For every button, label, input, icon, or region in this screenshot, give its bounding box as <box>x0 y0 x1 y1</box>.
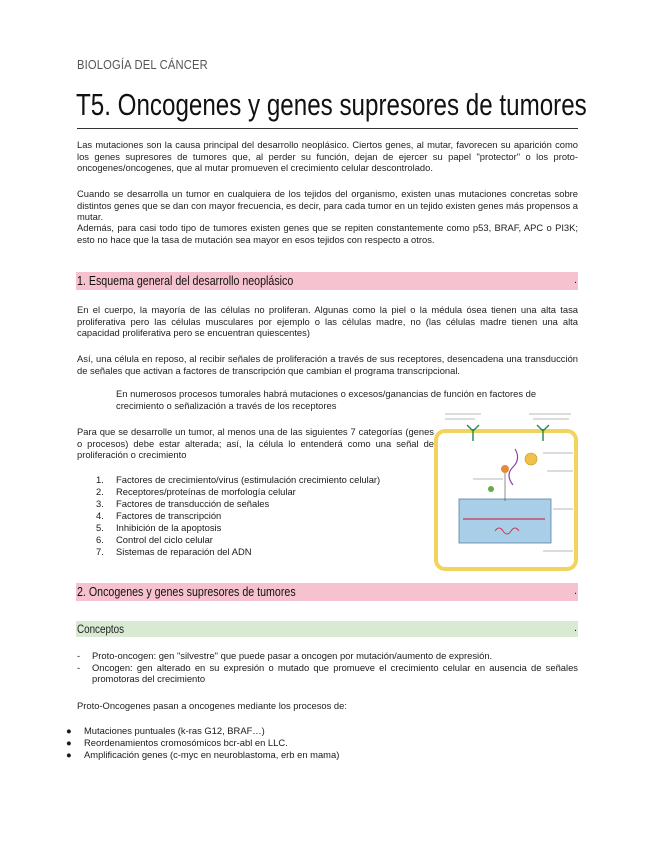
list-item: 6. Control del ciclo celular <box>96 534 213 545</box>
list-item: ● Amplificación genes (c-myc en neuroblastoma, erb en mama) <box>66 748 340 760</box>
intro-paragraph-2: Cuando se desarrolla un tumor en cualquiera de los tejidos del organismo, existen unas mutaciones concretas sobre distintos genes que se dan con mayor frecuencia, es decir, para cada tumor en un tejido existen genes más propensos a mutar. <box>77 188 578 222</box>
list-item: - Oncogen: gen alterado en su expresión o mutado que promueve el crecimiento celular en ausencia de señales promotoras del crecimiento <box>77 661 578 684</box>
list-item: - Proto-oncogen: gen "silvestre" que puede pasar a oncogen por mutación/aumento de expresión. <box>77 650 493 661</box>
list-item: 3. Factores de transducción de señales <box>96 498 270 509</box>
section-2-paragraph-1: Proto-Oncogenes pasan a oncogenes mediante los procesos de: <box>77 700 347 711</box>
section-1-paragraph-2: Así, una célula en reposo, al recibir señales de proliferación a través de sus receptores, desencadena una transducción de señales que activan a factores de transcripción que cambian el programa transcripcional. <box>77 353 578 376</box>
page-title: T5. Oncogenes y genes supresores de tumores <box>76 87 587 122</box>
section-1-paragraph-3: Para que se desarrolle un tumor, al menos una de las siguientes 7 categorías (genes o procesos) debe estar alterada; así, la célula lo entenderá como una señal de proliferación o crecimiento <box>77 426 434 460</box>
concepts-heading-bar <box>76 621 578 637</box>
list-item: ● Reordenamientos cromosómicos bcr-abl en LLC. <box>66 736 288 748</box>
section-1-heading-end: . <box>573 274 577 286</box>
cytoplasmic-protein <box>525 453 537 465</box>
section-1-paragraph-1: En el cuerpo, la mayoría de las células no proliferan. Algunas como la piel o la médula ósea tienen una alta tasa proliferativa pero las células musculares por ejemplo o las células madre, no (las células madre tienen una alta capacidad proliferativa pero se encuentran quiescentes) <box>77 304 578 338</box>
subject-label: BIOLOGÍA DEL CÁNCER <box>77 57 208 72</box>
section-1-heading: 1. Esquema general del desarrollo neoplásico <box>77 273 294 288</box>
section-2-heading: 2. Oncogenes y genes supresores de tumores <box>77 584 296 599</box>
list-item: 4. Factores de transcripción <box>96 510 222 521</box>
list-item: 5. Inhibición de la apoptosis <box>96 522 222 533</box>
transducer-protein <box>501 465 509 473</box>
list-item: 1. Factores de crecimiento/virus (estimulación crecimiento celular) <box>96 474 381 485</box>
list-item: 2. Receptores/proteínas de morfología celular <box>96 486 296 497</box>
nucleus <box>459 499 551 543</box>
concepts-heading-end: . <box>573 622 577 634</box>
factors-list <box>96 474 380 558</box>
section-1-heading-bar <box>76 272 578 290</box>
list-item: 7. Sistemas de reparación del ADN <box>96 546 252 557</box>
section-1-indented-note: En numerosos procesos tumorales habrá mutaciones o excesos/ganancias de función en factores de crecimiento o señalización a través de los receptores <box>116 388 537 411</box>
section-2-heading-bar <box>76 583 578 601</box>
list-item: ● Mutaciones puntuales (k-ras G12, BRAF…) <box>66 725 265 736</box>
intro-paragraph-3: Además, para casi todo tipo de tumores existen genes que se repiten constantemente como p53, BRAF, APC o PI3K; esto no hace que la tasa de mutación sea mayor en esos tejidos con respecto a otros. <box>77 222 578 245</box>
concepts-heading: Conceptos <box>77 622 125 636</box>
section-2-heading-end: . <box>573 585 577 597</box>
transcription-factor <box>488 486 494 492</box>
title-underline <box>77 128 578 129</box>
cell-signaling-diagram <box>433 409 581 572</box>
processes-list <box>66 725 339 760</box>
intro-paragraph-1: Las mutaciones son la causa principal del desarrollo neoplásico. Ciertos genes, al mutar, favorecen su aparición como los genes supresores de tumores que, al perder su función, dejan de ejercer su papel "protector" o los proto-oncogenes/oncogenes, que al mutar promueven el crecimiento celular descontrolado. <box>77 139 578 173</box>
concepts-list <box>77 650 578 685</box>
